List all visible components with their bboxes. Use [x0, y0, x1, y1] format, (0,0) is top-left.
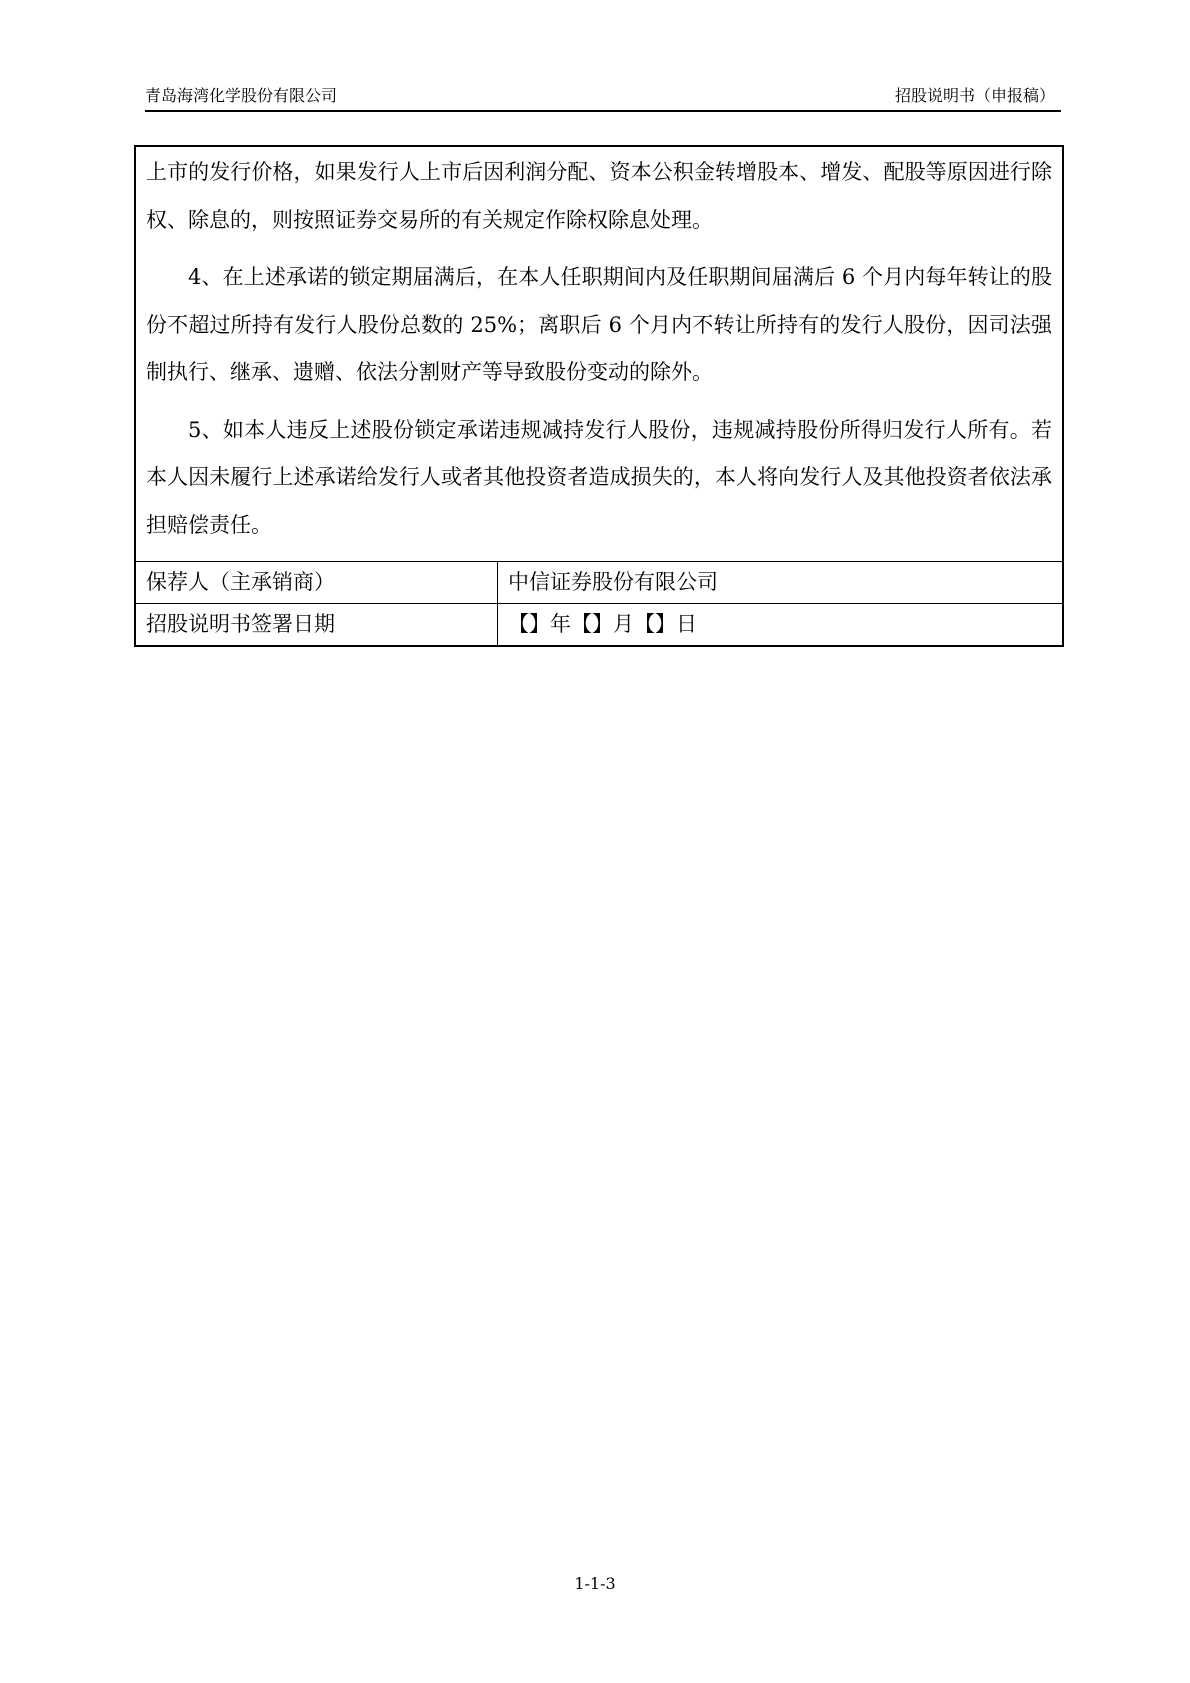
header-company-name: 青岛海湾化学股份有限公司 [145, 86, 338, 105]
sponsor-label: 保荐人（主承销商） [136, 562, 498, 603]
table-row-signing-date [136, 603, 1062, 645]
table-row-sponsor [136, 561, 1062, 603]
header-document-type: 招股说明书（申报稿） [894, 86, 1055, 105]
commitment-paragraph-continued: 上市的发行价格，如果发行人上市后因利润分配、资本公积金转增股本、增发、配股等原因进行除权、除息的，则按照证券交易所的有关规定作除权除息处理。 [146, 160, 1052, 232]
commitment-text-cell [136, 147, 1062, 561]
sponsor-value: 中信证券股份有限公司 [508, 570, 718, 594]
page-number: 1-1-3 [574, 1574, 616, 1593]
page-header [145, 84, 1061, 112]
signing-date-value: 【】年【】月【】日 [508, 612, 697, 636]
commitment-paragraph-4: 4、在上述承诺的锁定期届满后，在本人任职期间内及任职期间届满后 6 个月内每年转让的股份不超过所持有发行人股份总数的 25%；离职后 6 个月内不转让所持有的发行人股份，因司法强制执行、继承、遗赠、依法分割财产等导致股份变动的除外。 [146, 265, 1052, 384]
signing-date-label: 招股说明书签署日期 [136, 604, 498, 645]
offering-info-table [134, 145, 1064, 647]
commitment-paragraph-5: 5、如本人违反上述股份锁定承诺违规减持发行人股份，违规减持股份所得归发行人所有。若本人因未履行上述承诺给发行人或者其他投资者造成损失的，本人将向发行人及其他投资者依法承担赔偿责任。 [146, 417, 1052, 537]
